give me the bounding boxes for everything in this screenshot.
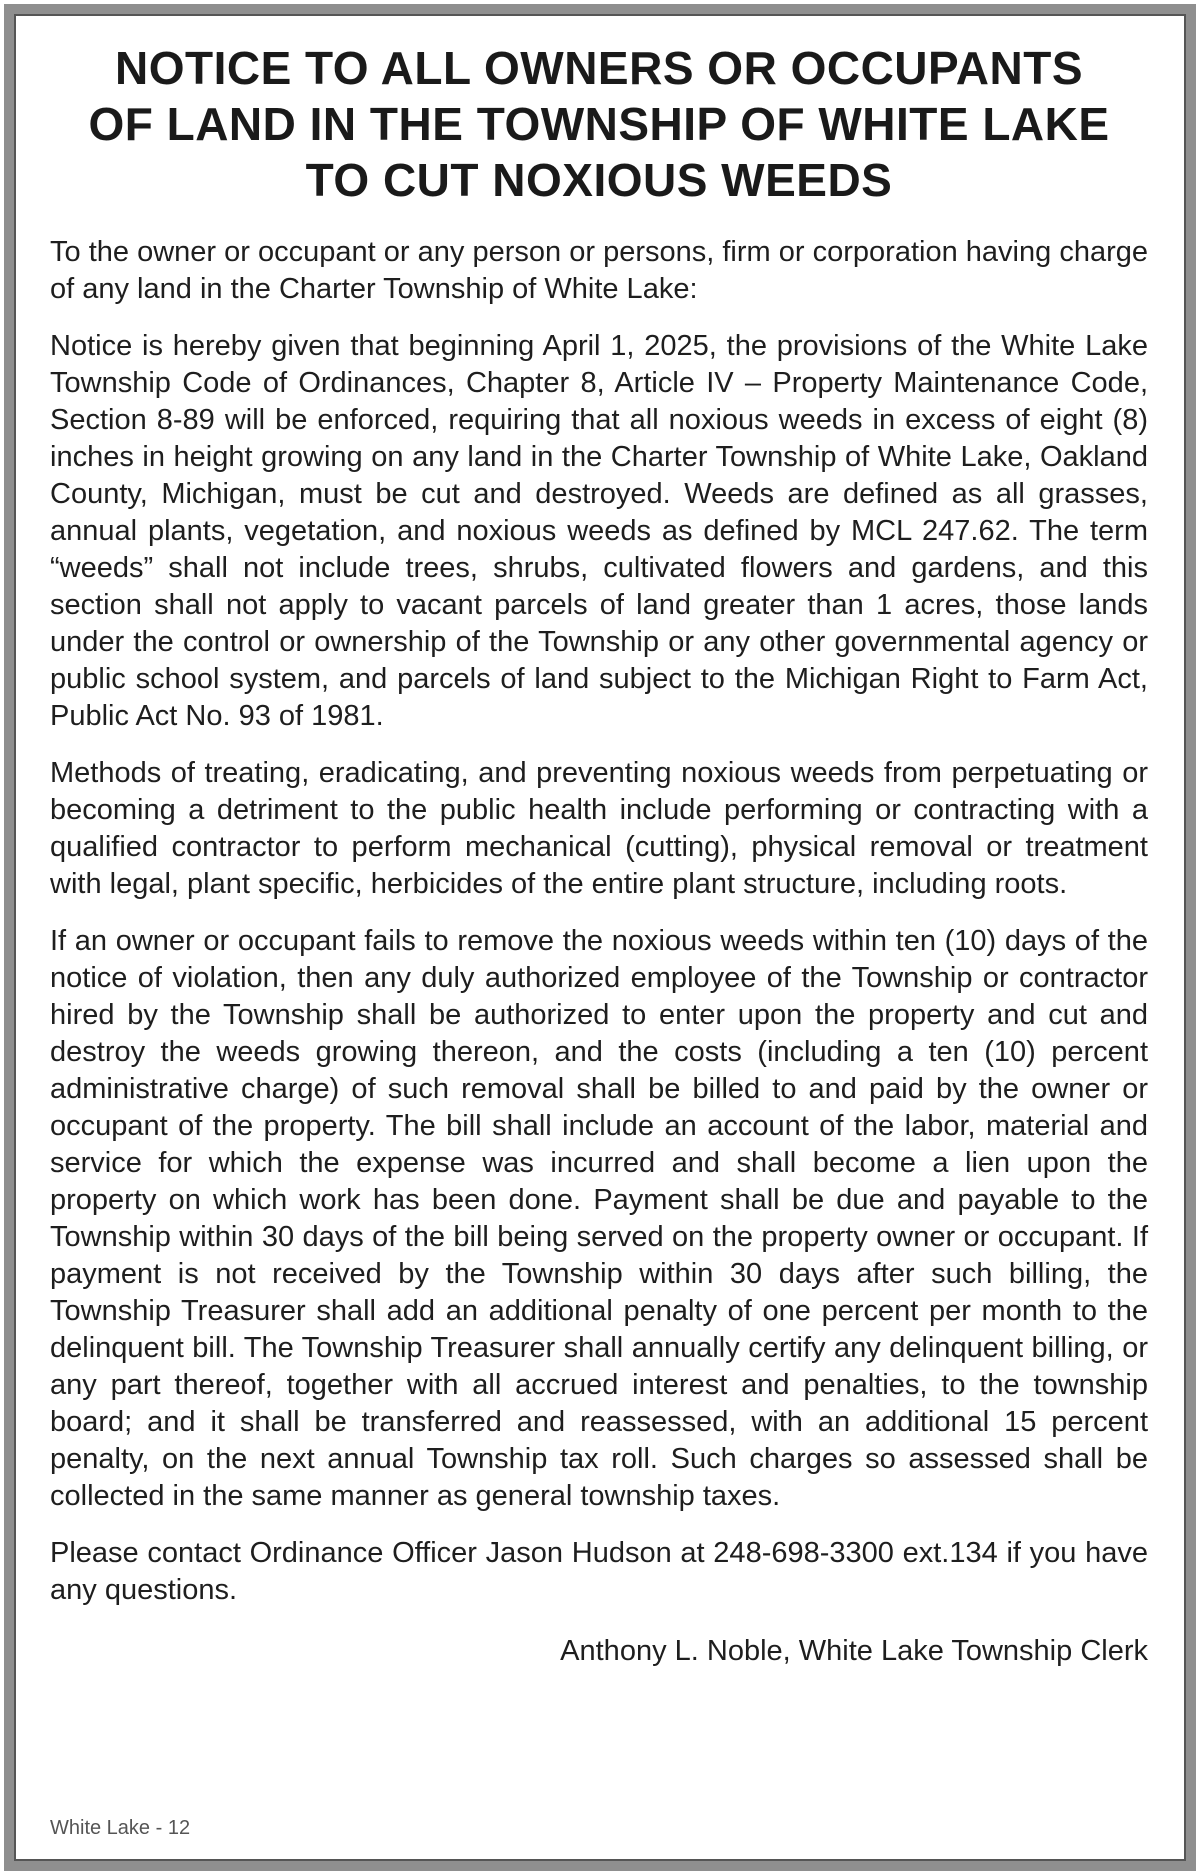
notice-title-line: NOTICE TO ALL OWNERS OR OCCUPANTS [114,42,1084,94]
notice-paragraph-removal-costs: If an owner or occupant fails to remove the noxious weeds within ten (10) days of the notice of violation, then any duly authorized employee of the Township or contractor hired by the Township shall be authorized to enter upon the property and cut and destroy the weeds growing thereon, and the costs (including a ten (10) percent administrative charge) of such removal shall be billed to and paid by the owner or occupant of the property. The bill shall include an account of the labor, material and service for which the expense was incurred and shall become a lien upon the property on which work has been done. Payment shall be due and payable to the Township within 30 days of the bill being served on the property owner or occupant. If payment is not received by the Township within 30 days after such billing, the Township Treasurer shall add an additional penalty of one percent per month to the delinquent bill. The Township Treasurer shall annually certify any delinquent billing, or any part thereof, together with all accrued interest and penalties, to the township board; and it shall be transferred and reassessed, with an additional 15 percent penalty, on the next annual Township tax roll. Such charges so assessed shall be collected in the same manner as general township taxes. [50,925,1148,1512]
notice-paragraph-methods: Methods of treating, eradicating, and preventing noxious weeds from perpetuating or becoming a detriment to the public health include performing or contracting with a qualified contractor to perform mechanical (cutting), physical removal or treatment with legal, plant specific, herbicides of the entire plant structure, including roots. [50,757,1148,900]
notice-salutation: To the owner or occupant or any person or persons, firm or corporation having charge of any land in the Charter Township of White Lake: [50,236,1148,305]
notice-content [50,40,1148,1670]
notice-paragraph-contact: Please contact Ordinance Officer Jason Hudson at 248-698-3300 ext.134 if you have any questions. [50,1537,1148,1606]
page-footer-label: White Lake - 12 [50,1817,191,1839]
clerk-signature: Anthony L. Noble, White Lake Township Clerk [560,1635,1148,1667]
notice-title-line: OF LAND IN THE TOWNSHIP OF WHITE LAKE [88,98,1110,150]
notice-title [50,40,1148,208]
notice-paragraph-enforcement: Notice is hereby given that beginning April 1, 2025, the provisions of the White Lake Township Code of Ordinances, Chapter 8, Article IV – Property Maintenance Code, Section 8-89 will be enforced, requiring that all noxious weeds in excess of eight (8) inches in height growing on any land in the Charter Township of White Lake, Oakland County, Michigan, must be cut and destroyed. Weeds are defined as all grasses, annual plants, vegetation, and noxious weeds as defined by MCL 247.62. The term “weeds” shall not include trees, shrubs, cultivated flowers and gardens, and this section shall not apply to vacant parcels of land greater than 1 acres, those lands under the control or ownership of the Township or any other governmental agency or public school system, and parcels of land subject to the Michigan Right to Farm Act, Public Act No. 93 of 1981. [50,330,1148,732]
notice-title-line: TO CUT NOXIOUS WEEDS [305,154,893,206]
